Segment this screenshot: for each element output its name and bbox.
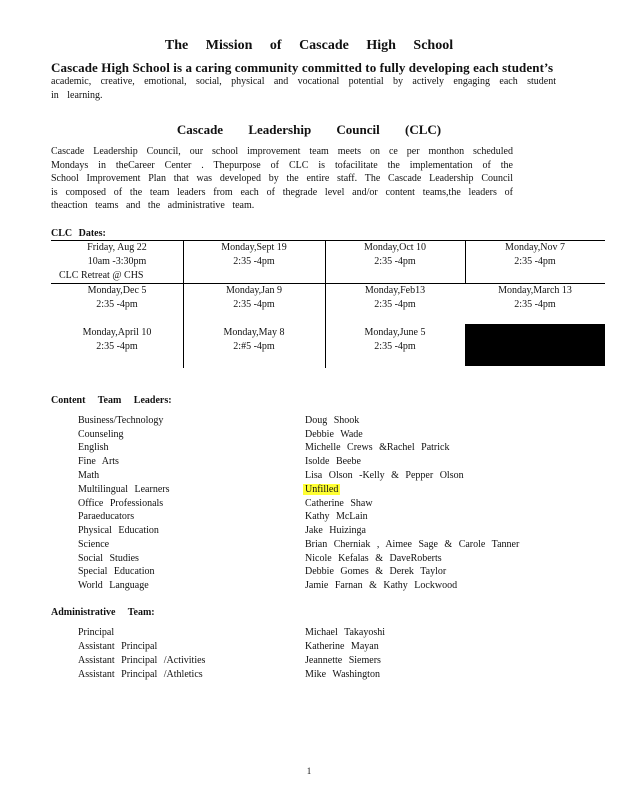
content-area: World Language [78,580,149,591]
content-area: Science [78,539,110,550]
redaction-block [465,324,605,366]
admin-name: Mike Washington [305,669,380,680]
content-leader: Jamie Farnan & Kathy Lockwood [305,580,458,591]
unfilled-highlight: Unfilled [305,484,339,495]
clc-description: Cascade Leadership Council, our school improvement team meets on ce per monthon scheduled Mondays in theCareer Center . Thepurpose of CLC is tofacilitate the implementation of the School Improvement Plan that was developed by the entire staff. The Cascade Leadership Council is composed of the team leaders from each of thegrade level and/or content teams,the leaders of theaction teams and the administrative team. [51,146,513,212]
content-area: Paraeducators [78,511,135,522]
content-leader [303,483,340,497]
clc-dates-label: CLC Dates: [51,228,106,239]
content-area: Business/Technology [78,415,164,426]
content-area: English [78,442,109,453]
page-number: 1 [306,766,312,776]
date-cell: Monday,June 5 2:35 -4pm [364,327,426,352]
date-cell: Monday,Oct 10 2:35 -4pm [363,242,427,267]
content-leader: Lisa Olson -Kelly & Pepper Olson [305,470,464,481]
admin-name: Katherine Mayan [305,641,379,652]
date-cell: Monday,Jan 9 2:35 -4pm [225,285,282,310]
content-leader: Catherine Shaw [305,498,373,509]
date-cell: Monday,Feb13 2:35 -4pm [364,285,426,310]
date-cell: Monday,April 10 2:35 -4pm [82,327,152,352]
content-team-heading: Content Team Leaders: [51,395,172,406]
content-leader: Isolde Beebe [305,456,361,467]
content-area: Fine Arts [78,456,119,467]
date-cell: Monday,Nov 7 2:35 -4pm [505,242,565,267]
content-leader: Doug Shook [305,415,360,426]
date-cell: Monday,Sept 19 2:35 -4pm [221,242,287,267]
mission-statement-bold: Cascade High School is a caring community committed to fully developing each student’s [51,60,554,75]
content-leader: Brian Cherniak , Aimee Sage & Carole Tanner [305,539,520,550]
content-area: Multilingual Learners [78,484,170,495]
content-leader: Debbie Wade [305,429,363,440]
admin-name: Michael Takayoshi [305,627,386,638]
admin-team-heading: Administrative Team: [51,607,155,618]
admin-role: Assistant Principal /Activities [78,655,206,666]
date-cell: Monday,Dec 5 2:35 -4pm [87,285,147,310]
content-leader: Jake Huizinga [305,525,366,536]
clc-title: Cascade Leadership Council (CLC) [176,122,442,137]
admin-role: Principal [78,627,115,638]
date-cell: Friday, Aug 22 10am -3:30pm CLC Retreat @ CHS [59,242,147,281]
admin-role: Assistant Principal [78,641,158,652]
content-leader: Debbie Gomes & Derek Taylor [305,566,447,577]
content-area: Counseling [78,429,124,440]
date-cell: Monday,May 8 2:#5 -4pm [223,327,285,352]
content-leader: Kathy McLain [305,511,368,522]
content-area: Office Professionals [78,498,164,509]
content-area: Math [78,470,100,481]
mission-statement-rest: academic, creative, emotional, social, physical and vocational potential by actively engaging each student in learning. [51,76,556,101]
mission-title: The Mission of Cascade High School [164,38,454,53]
content-area: Special Education [78,566,155,577]
content-leader: Michelle Crews &Rachel Patrick [305,442,450,453]
date-cell: Monday,March 13 2:35 -4pm [498,285,572,310]
admin-name: Jeannette Siemers [305,655,381,666]
content-leader: Nicole Kefalas & DaveRoberts [305,553,442,564]
content-area: Physical Education [78,525,159,536]
admin-role: Assistant Principal /Athletics [78,669,203,680]
content-area: Social Studies [78,553,139,564]
